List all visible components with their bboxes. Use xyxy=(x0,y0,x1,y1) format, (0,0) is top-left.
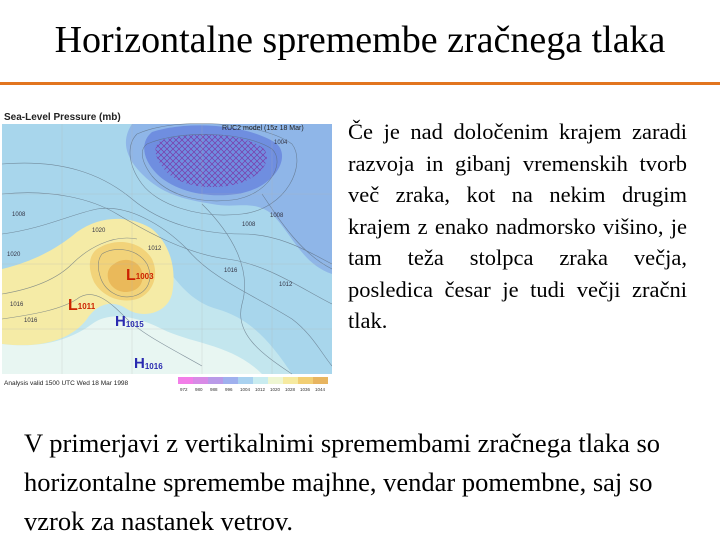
contour-label: 1008 xyxy=(270,213,284,219)
legend-tick-label: 1012 xyxy=(255,387,266,392)
legend-tick-label: 988 xyxy=(210,387,218,392)
low-value: 1003 xyxy=(135,272,154,281)
legend-swatch xyxy=(193,377,208,384)
legend-tick-label: 1020 xyxy=(270,387,281,392)
legend-swatch xyxy=(223,377,238,384)
map-title: Sea-Level Pressure (mb) xyxy=(4,112,121,123)
contour-label: 1016 xyxy=(224,268,238,274)
high-value: 1016 xyxy=(144,362,163,371)
contour-label: 1012 xyxy=(279,282,293,288)
contour-label: 1008 xyxy=(12,212,26,218)
high-letter: H xyxy=(134,355,145,372)
legend-swatch xyxy=(313,377,328,384)
contour-label: 1016 xyxy=(10,302,24,308)
body-paragraph: Če je nad določenim krajem zaradi razvoja in gibanj vremenskih tvorb več zraka, kot na nekim drugim krajem z enako nadmorsko višino, je tam teža stolpca zraka večja, posledica česar je tudi večji zračni tlak. xyxy=(348,119,687,333)
contour-label: 1020 xyxy=(92,228,106,234)
legend-tick-label: 996 xyxy=(225,387,233,392)
pressure-legend xyxy=(178,377,328,392)
high-value: 1015 xyxy=(125,320,144,329)
title-underline xyxy=(0,82,720,85)
map-footer: Analysis valid 1500 UTC Wed 18 Mar 1998 xyxy=(4,380,129,387)
legend-swatch xyxy=(268,377,283,384)
legend-swatch xyxy=(238,377,253,384)
legend-tick-label: 1028 xyxy=(285,387,296,392)
legend-swatch xyxy=(283,377,298,384)
contour-label: 1020 xyxy=(7,252,21,258)
legend-tick-label: 1044 xyxy=(315,387,326,392)
legend-tick-label: 980 xyxy=(195,387,203,392)
slide-title: Horizontalne spremembe zračnega tlaka xyxy=(54,19,666,61)
contour-label: 1008 xyxy=(242,222,256,228)
pressure-map xyxy=(2,104,332,396)
legend-tick-label: 1004 xyxy=(240,387,251,392)
contour-label: 1012 xyxy=(148,246,162,252)
low-letter: L xyxy=(68,297,78,314)
legend-swatch xyxy=(208,377,223,384)
bottom-paragraph: V primerjavi z vertikalnimi spremembami zračnega tlaka so horizontalne spremembe majhne, vendar pomembne, saj so vzrok za nastanek vetrov. xyxy=(24,428,661,536)
low-letter: L xyxy=(126,267,136,284)
legend-tick-label: 972 xyxy=(180,387,188,392)
legend-swatch xyxy=(298,377,313,384)
legend-tick-label: 1036 xyxy=(300,387,311,392)
legend-swatch xyxy=(178,377,193,384)
high-letter: H xyxy=(115,313,126,330)
legend-swatch xyxy=(253,377,268,384)
contour-label: 1004 xyxy=(274,140,288,146)
map-model-label: RUC2 model (15z 18 Mar) xyxy=(222,125,304,132)
contour-label: 1016 xyxy=(24,318,38,324)
low-value: 1011 xyxy=(77,302,96,311)
